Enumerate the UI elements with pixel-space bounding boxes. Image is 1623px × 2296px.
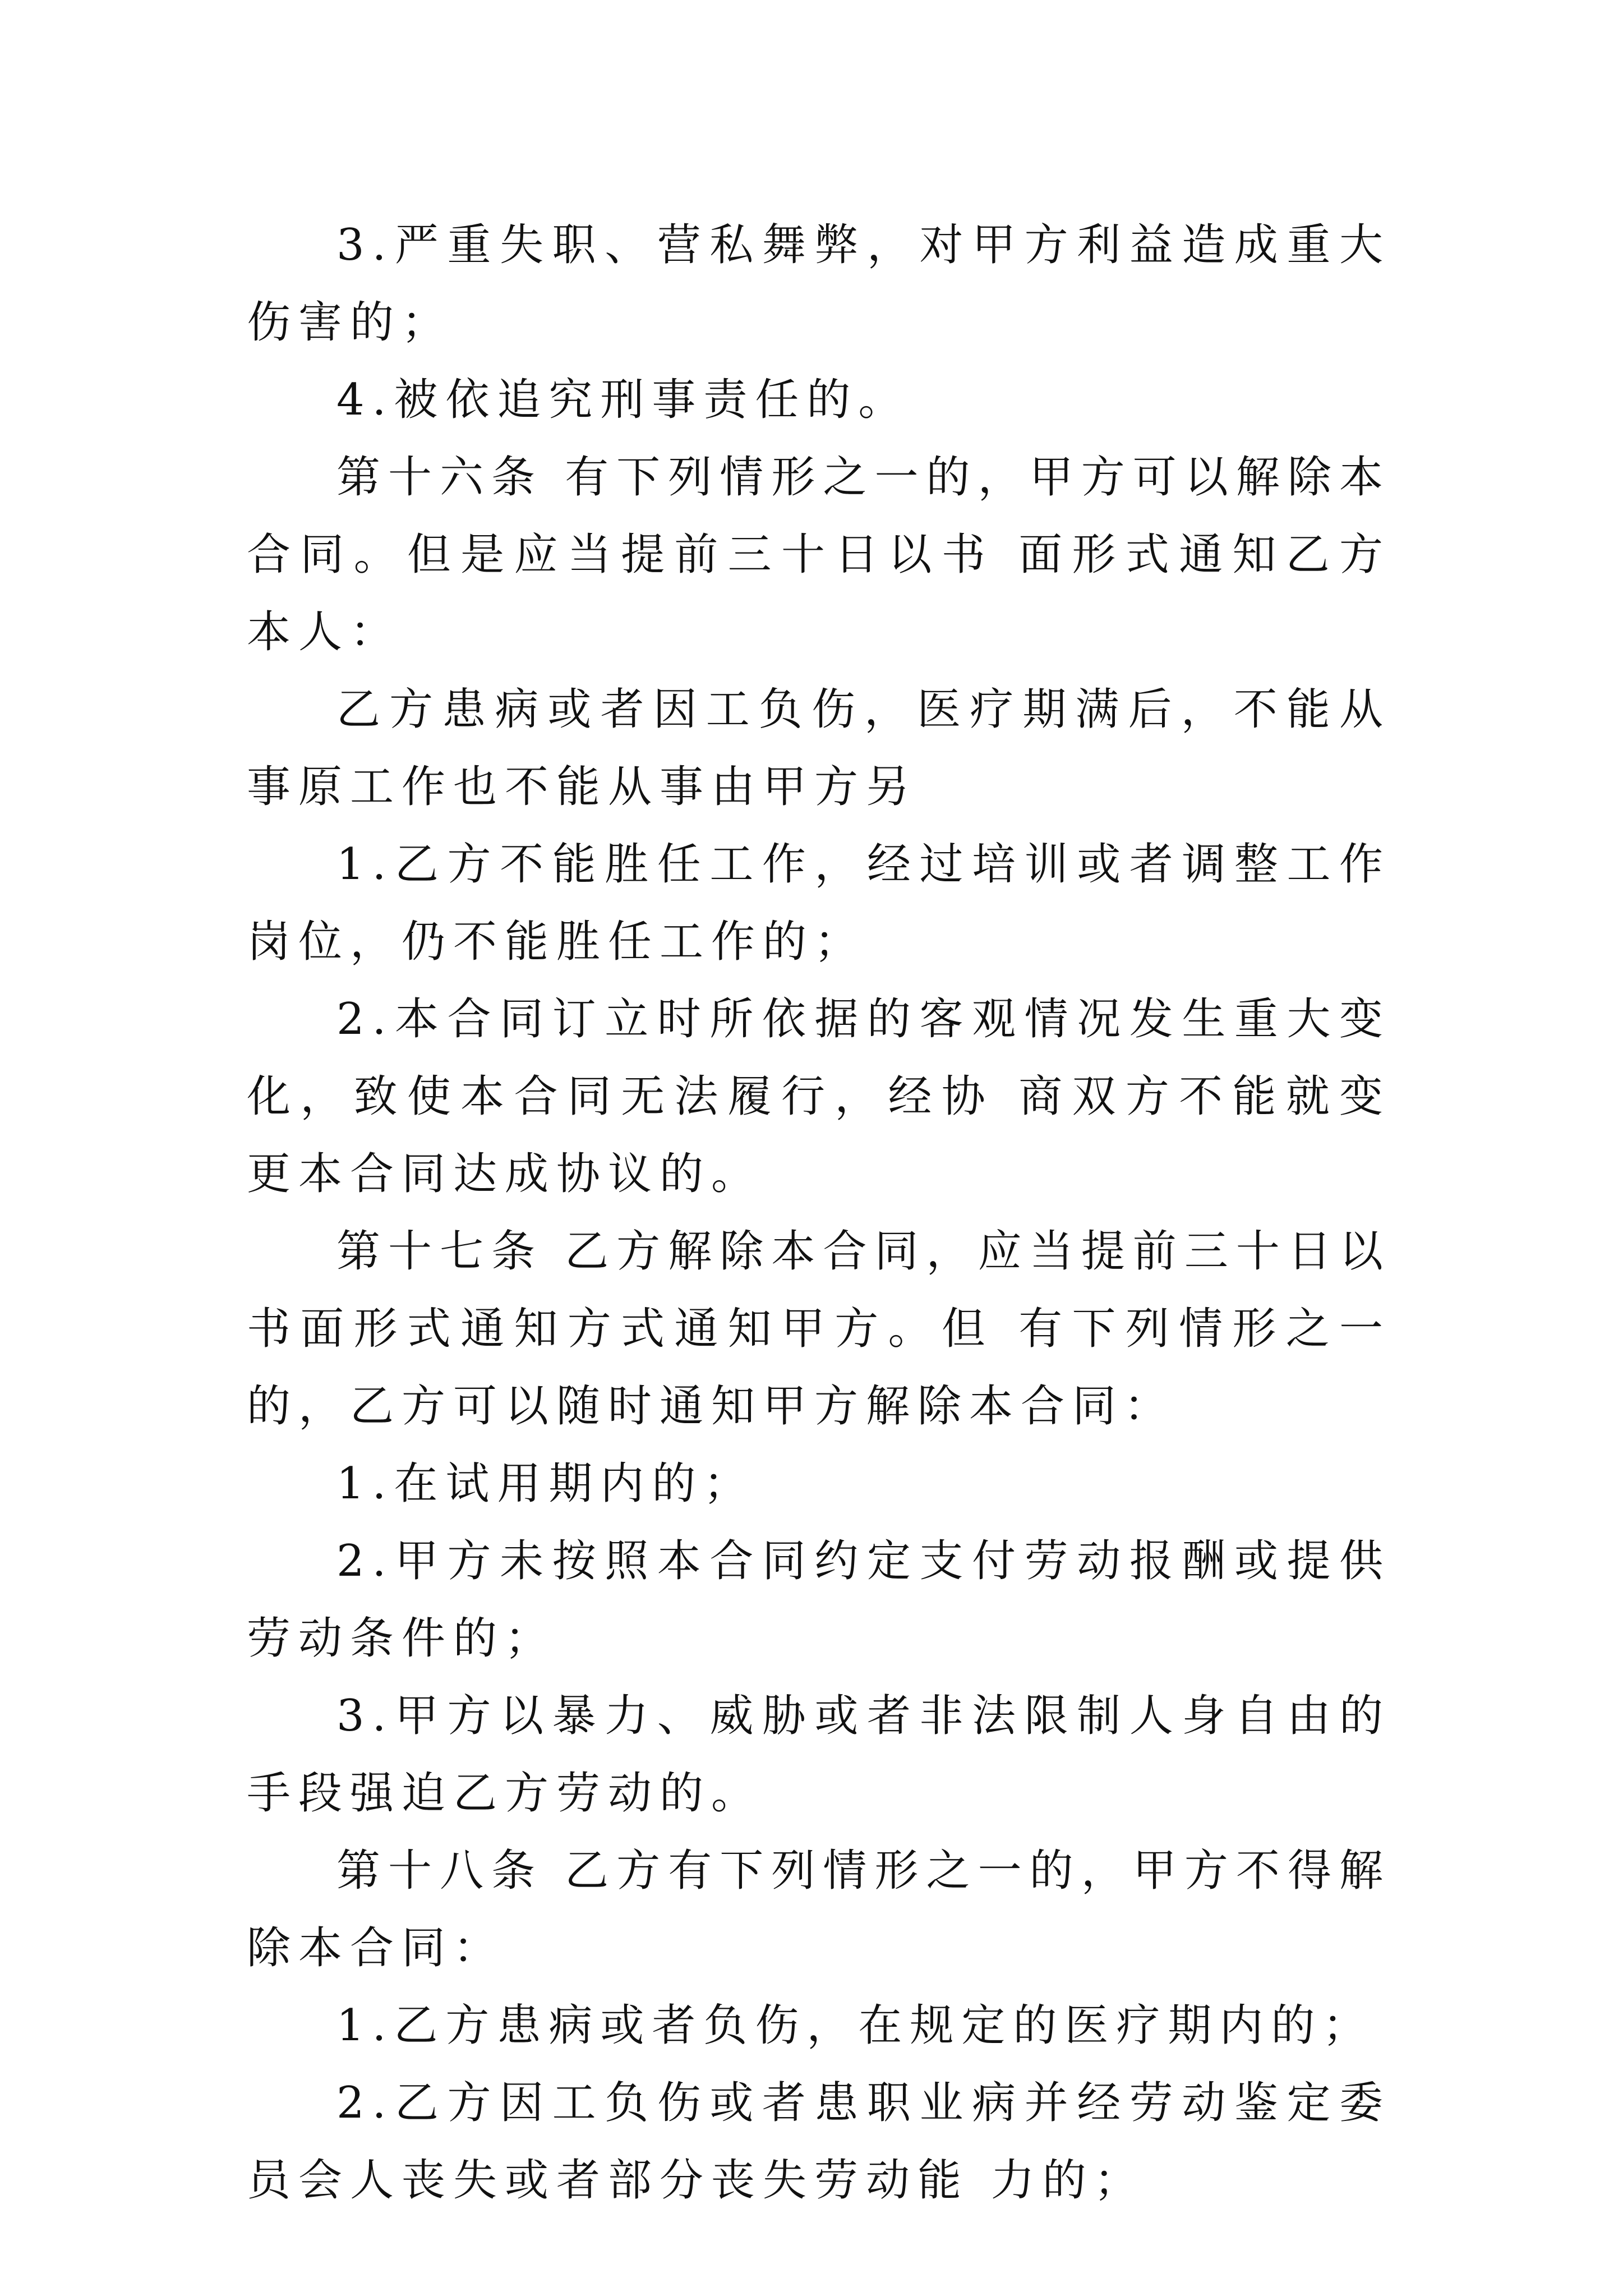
paragraph: 2.甲方未按照本合同约定支付劳动报酬或提供劳动条件的；: [247, 1536, 1391, 1664]
paragraph: 乙方患病或者因工负伤，医疗期满后，不能从事原工作也不能从事由甲方另: [247, 684, 1391, 812]
paragraph: 1.在试用期内的；: [336, 1458, 755, 1509]
paragraph: 3.甲方以暴力、威胁或者非法限制人身自由的手段强迫乙方劳动的。: [247, 1691, 1391, 1819]
document-body: [247, 206, 1391, 2219]
paragraph: 1.乙方不能胜任工作，经过培训或者调整工作岗位，仍不能胜任工作的；: [247, 839, 1391, 967]
paragraph: 4.被依追究刑事责任的。: [336, 375, 910, 425]
article-18-paragraph: 第十八条 乙方有下列情形之一的，甲方不得解除本合同：: [247, 1846, 1391, 1973]
article-17-paragraph: 第十七条 乙方解除本合同，应当提前三十日以书面形式通知方式通知甲方。但 有下列情形之一的，乙方可以随时通知甲方解除本合同：: [247, 1226, 1391, 1432]
article-16-paragraph: 第十六条 有下列情形之一的，甲方可以解除本合同。但是应当提前三十日以书 面形式通知乙方本人：: [247, 452, 1391, 657]
paragraph: 1.乙方患病或者负伤，在规定的医疗期内的；: [336, 2000, 1375, 2051]
paragraph: 2.乙方因工负伤或者患职业病并经劳动鉴定委员会人丧失或者部分丧失劳动能 力的；: [247, 2078, 1391, 2206]
paragraph: 2.本合同订立时所依据的客观情况发生重大变化，致使本合同无法履行，经协 商双方不能就变更本合同达成协议的。: [247, 994, 1391, 1199]
paragraph: 3.严重失职、营私舞弊，对甲方利益造成重大伤害的；: [247, 220, 1391, 348]
